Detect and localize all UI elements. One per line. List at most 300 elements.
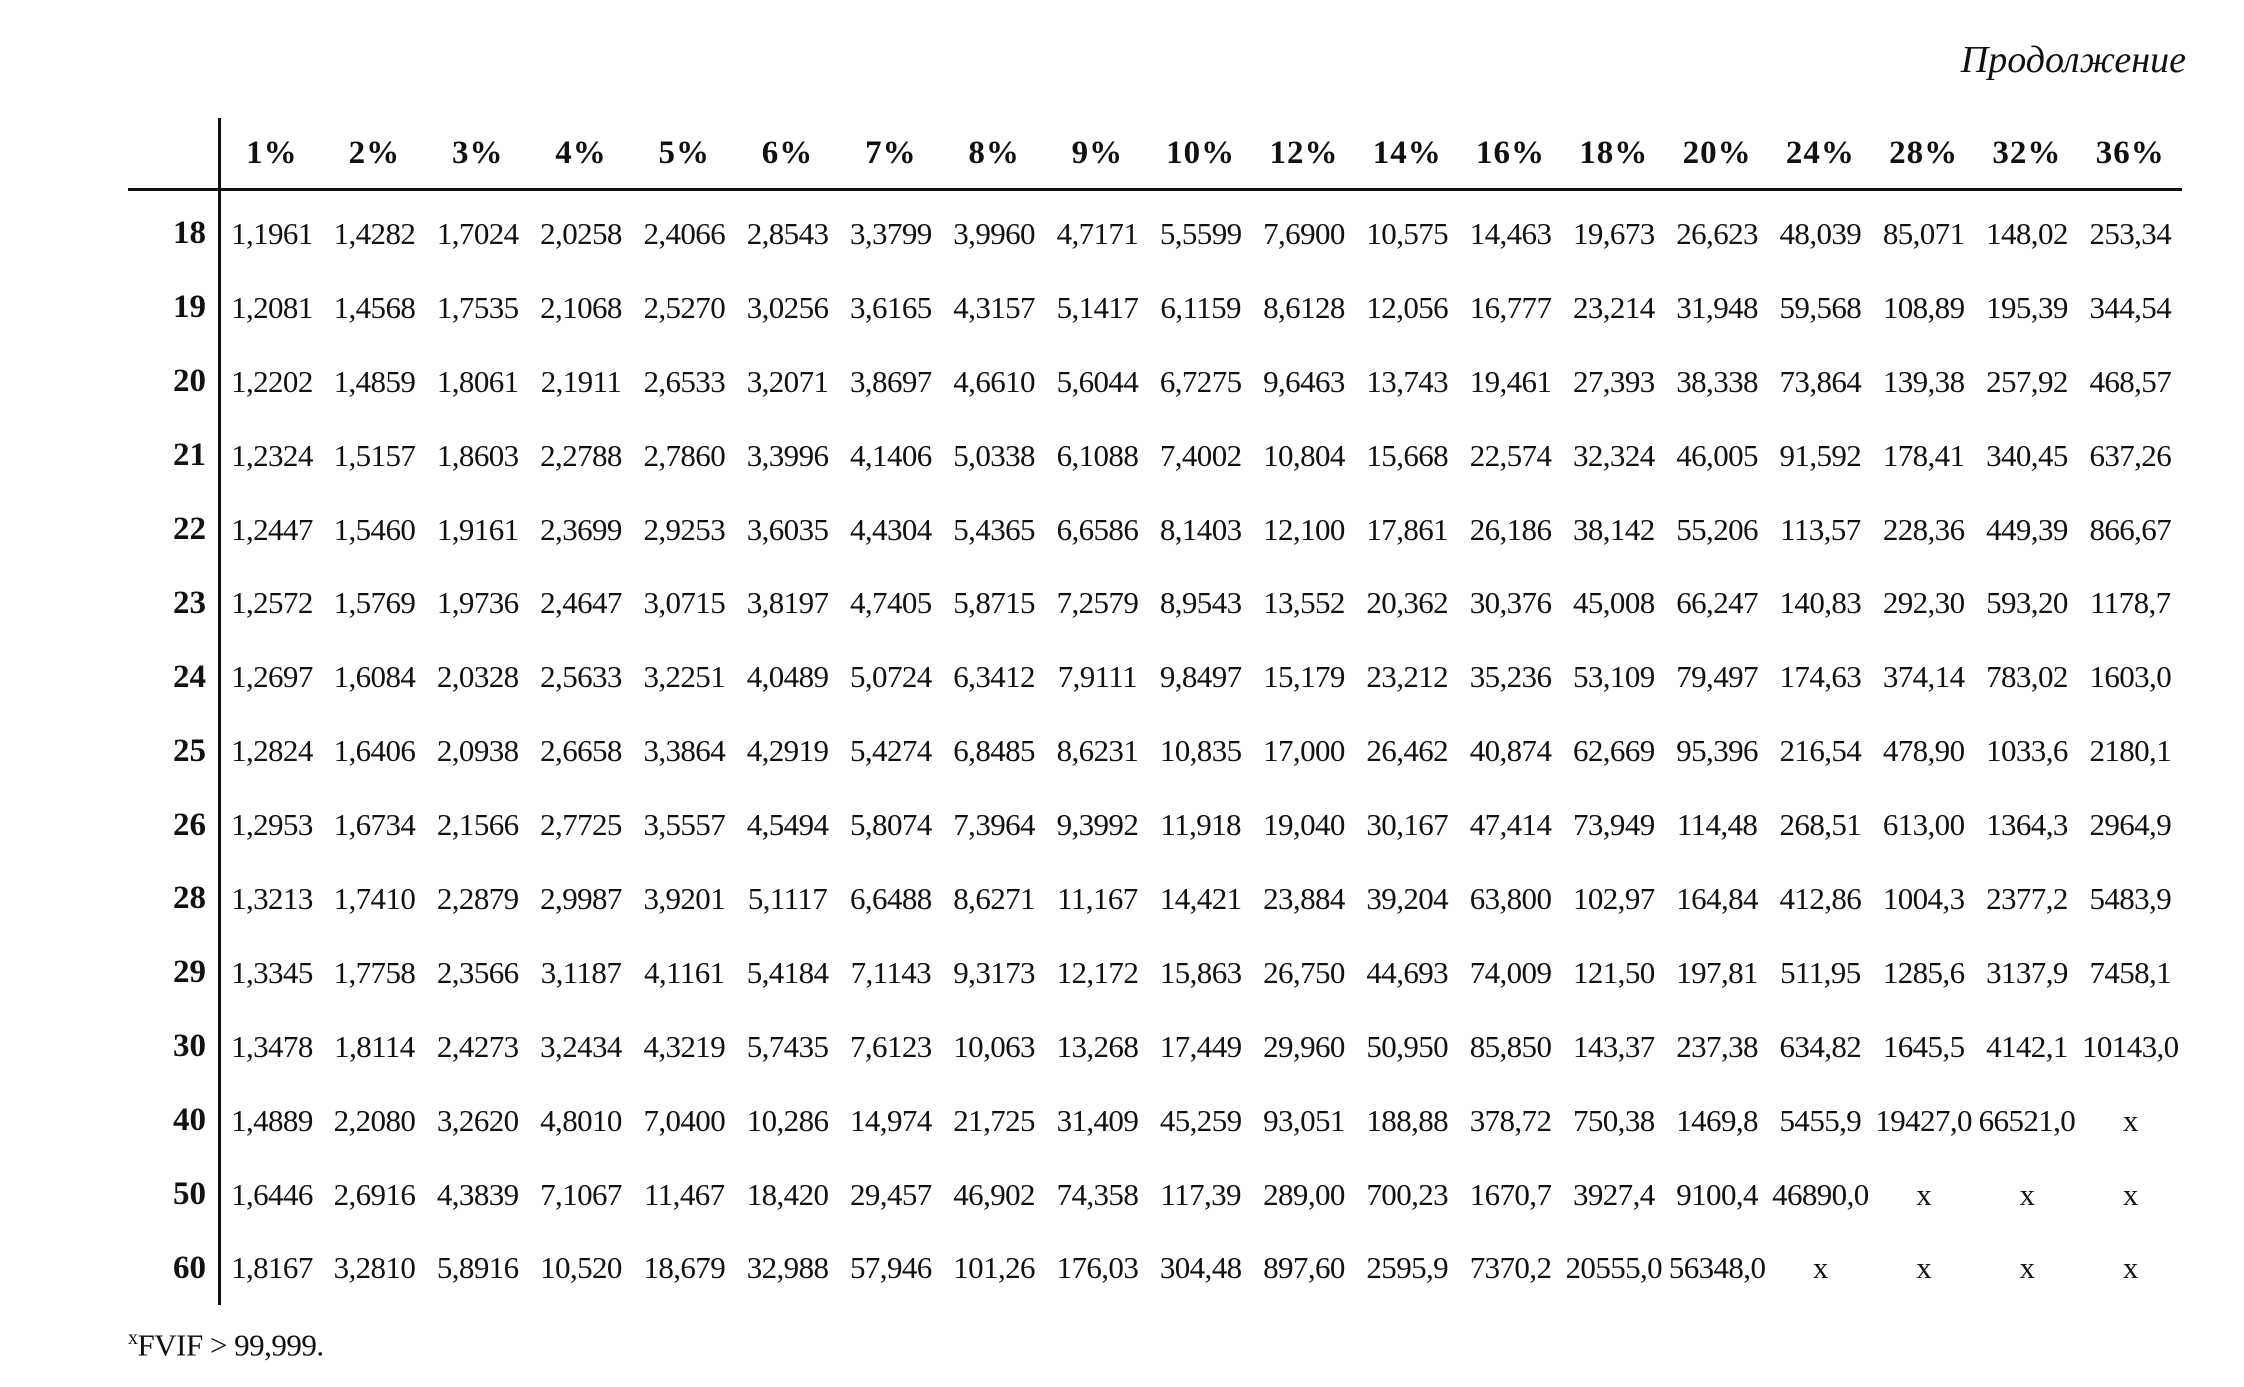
value-cell: 866,67 (2089, 511, 2172, 547)
value-cell: 6,1159 (1160, 289, 1241, 325)
footnote (128, 1327, 324, 1363)
rate-column-header: 16% (1459, 118, 1562, 190)
value-cell: 637,26 (2089, 437, 2172, 473)
value-cell: 3,2434 (540, 1028, 622, 1064)
value-cell: 114,48 (1676, 807, 1758, 843)
value-cell: 1,5157 (333, 437, 416, 473)
value-cell: 3,6165 (850, 289, 932, 325)
value-cell: 2,6658 (540, 733, 622, 769)
value-cell: 26,623 (1676, 215, 1758, 251)
table-row (128, 1084, 2182, 1158)
value-cell: 63,800 (1469, 880, 1552, 916)
value-cell: 79,497 (1676, 659, 1758, 695)
value-cell: 1,3213 (231, 880, 313, 916)
value-cell: 29,960 (1263, 1028, 1345, 1064)
value-cell: 9,3992 (1056, 807, 1139, 843)
rate-column-header: 12% (1252, 118, 1355, 190)
value-cell: 4,1161 (644, 954, 725, 990)
value-cell: 1,4282 (333, 215, 416, 251)
value-cell: 6,8485 (953, 733, 1035, 769)
value-cell: 7,1143 (850, 954, 932, 990)
value-cell: 3,5557 (643, 807, 726, 843)
table-row (128, 1158, 2182, 1232)
value-cell: 253,34 (2089, 215, 2172, 251)
value-cell: 10,063 (953, 1028, 1035, 1064)
value-cell: 1,8114 (334, 1028, 415, 1064)
table-row (128, 862, 2182, 936)
value-cell: 344,54 (2089, 289, 2172, 325)
value-cell: 1285,6 (1882, 954, 1965, 990)
value-cell: 32,988 (746, 1250, 829, 1286)
value-cell: 6,3412 (953, 659, 1035, 695)
value-cell: 1,5460 (333, 511, 416, 547)
value-cell: 4,3219 (643, 1028, 726, 1064)
value-cell: 121,50 (1572, 954, 1655, 990)
rate-column-header: 2% (323, 118, 426, 190)
value-cell: 1,2953 (231, 807, 313, 843)
value-cell: 73,949 (1572, 807, 1655, 843)
value-cell: 17,000 (1263, 733, 1345, 769)
value-cell: 188,88 (1366, 1102, 1449, 1138)
value-cell: 1,6446 (231, 1176, 313, 1212)
value-cell: 2,2879 (436, 880, 519, 916)
value-cell: 26,186 (1469, 511, 1552, 547)
value-cell: 5,1117 (747, 880, 828, 916)
continuation-label: Продолжение (1960, 39, 2186, 81)
value-cell: 268,51 (1779, 807, 1862, 843)
value-cell: 74,358 (1056, 1176, 1139, 1212)
value-cell: 139,38 (1882, 363, 1965, 399)
value-cell: 1,2824 (231, 733, 313, 769)
value-cell: 3,0715 (643, 585, 726, 621)
value-cell: 237,38 (1676, 1028, 1758, 1064)
value-cell: 18,420 (746, 1176, 829, 1212)
value-cell: 511,95 (1780, 954, 1861, 990)
value-cell: 59,568 (1779, 289, 1862, 325)
value-cell: 3,2251 (643, 659, 726, 695)
value-cell: 8,1403 (1159, 511, 1242, 547)
value-cell: 2,2080 (333, 1102, 416, 1138)
period-cell: 19 (128, 271, 220, 345)
value-cell: 85,071 (1882, 215, 1965, 251)
rate-column-header: 3% (426, 118, 529, 190)
value-cell: 7,0400 (643, 1102, 726, 1138)
value-cell: 897,60 (1263, 1250, 1345, 1286)
value-cell: 10,520 (540, 1250, 622, 1286)
value-cell: 1,2324 (231, 437, 313, 473)
value-cell: 6,1088 (1056, 437, 1139, 473)
value-cell: 4,6610 (953, 363, 1035, 399)
value-cell: 1,6406 (333, 733, 416, 769)
value-cell: x (2019, 1250, 2035, 1286)
value-cell: 3927,4 (1572, 1176, 1655, 1212)
value-cell: 1364,3 (1986, 807, 2068, 843)
value-cell: 2,9253 (643, 511, 726, 547)
value-cell: 20555,0 (1565, 1250, 1663, 1286)
value-cell: 1670,7 (1469, 1176, 1552, 1212)
value-cell: 19,040 (1263, 807, 1345, 843)
value-cell: x (1916, 1250, 1932, 1286)
value-cell: 55,206 (1676, 511, 1758, 547)
footnote-text: FVIF > 99,999. (137, 1327, 324, 1363)
value-cell: 2,4273 (436, 1028, 519, 1064)
value-cell: 1,4859 (333, 363, 416, 399)
value-cell: 2,1566 (436, 807, 519, 843)
table-row (128, 714, 2182, 788)
value-cell: 10,286 (746, 1102, 829, 1138)
rate-column-header: 14% (1356, 118, 1459, 190)
value-cell: 2377,2 (1986, 880, 2068, 916)
value-cell: 6,6586 (1056, 511, 1139, 547)
value-cell: 783,02 (1986, 659, 2068, 695)
value-cell: 378,72 (1469, 1102, 1552, 1138)
value-cell: 95,396 (1676, 733, 1758, 769)
period-cell: 20 (128, 345, 220, 419)
value-cell: 11,467 (644, 1176, 725, 1212)
value-cell: 1,2572 (231, 585, 313, 621)
value-cell: 7,3964 (953, 807, 1035, 843)
value-cell: 143,37 (1572, 1028, 1655, 1064)
value-cell: 178,41 (1882, 437, 1965, 473)
value-cell: 46890,0 (1772, 1176, 1869, 1212)
value-cell: 2,5633 (540, 659, 622, 695)
value-cell: 2,0938 (436, 733, 519, 769)
rate-column-header: 10% (1149, 118, 1252, 190)
value-cell: 45,008 (1572, 585, 1655, 621)
value-cell: 5,8916 (436, 1250, 519, 1286)
table-row (128, 788, 2182, 862)
value-cell: 140,83 (1779, 585, 1862, 621)
value-cell: x (1916, 1176, 1932, 1212)
value-cell: 449,39 (1986, 511, 2068, 547)
value-cell: 46,902 (953, 1176, 1035, 1212)
value-cell: x (2019, 1176, 2035, 1212)
period-cell: 21 (128, 419, 220, 493)
value-cell: 8,6271 (953, 880, 1035, 916)
value-cell: 164,84 (1676, 880, 1758, 916)
value-cell: 29,457 (850, 1176, 932, 1212)
value-cell: 14,974 (850, 1102, 932, 1138)
rate-column-header: 4% (529, 118, 632, 190)
rate-column-header: 36% (2079, 118, 2182, 190)
rate-column-header: 1% (220, 118, 323, 190)
value-cell: 7,1067 (540, 1176, 622, 1212)
value-cell: 412,86 (1779, 880, 1862, 916)
value-cell: 11,918 (1160, 807, 1241, 843)
value-cell: 2,7725 (540, 807, 622, 843)
value-cell: 74,009 (1469, 954, 1552, 990)
value-cell: 21,725 (953, 1102, 1035, 1138)
value-cell: 1,7410 (333, 880, 416, 916)
value-cell: 3,2620 (436, 1102, 519, 1138)
value-cell: 117,39 (1160, 1176, 1241, 1212)
value-cell: 13,268 (1056, 1028, 1139, 1064)
value-cell: 31,409 (1056, 1102, 1139, 1138)
value-cell: 4,3839 (436, 1176, 519, 1212)
rate-column-header: 24% (1769, 118, 1872, 190)
value-cell: 2180,1 (2089, 733, 2172, 769)
value-cell: 4,2919 (746, 733, 829, 769)
value-cell: 62,669 (1572, 733, 1655, 769)
value-cell: 22,574 (1469, 437, 1552, 473)
table-body (128, 190, 2182, 1306)
value-cell: 5,8715 (953, 585, 1035, 621)
value-cell: 6,6488 (850, 880, 932, 916)
value-cell: 3,9201 (643, 880, 726, 916)
value-cell: 30,167 (1366, 807, 1449, 843)
value-cell: 5,8074 (850, 807, 932, 843)
value-cell: 12,100 (1263, 511, 1345, 547)
value-cell: 17,861 (1366, 511, 1449, 547)
table-row (128, 566, 2182, 640)
value-cell: 4,7171 (1056, 215, 1139, 251)
value-cell: 174,63 (1779, 659, 1862, 695)
value-cell: 468,57 (2089, 363, 2172, 399)
value-cell: 7,4002 (1159, 437, 1242, 473)
value-cell: 23,884 (1263, 880, 1345, 916)
rate-column-header: 5% (633, 118, 736, 190)
value-cell: 101,26 (953, 1250, 1035, 1286)
value-cell: 85,850 (1469, 1028, 1552, 1064)
value-cell: 50,950 (1366, 1028, 1449, 1064)
value-cell: 1,4568 (333, 289, 416, 325)
value-cell: 113,57 (1780, 511, 1861, 547)
rate-column-header: 8% (942, 118, 1045, 190)
value-cell: 15,179 (1263, 659, 1345, 695)
value-cell: 2,7860 (643, 437, 726, 473)
value-cell: 19,673 (1572, 215, 1655, 251)
period-cell: 22 (128, 493, 220, 567)
value-cell: 10,575 (1366, 215, 1449, 251)
value-cell: 216,54 (1779, 733, 1862, 769)
value-cell: 3,3864 (643, 733, 726, 769)
value-cell: 32,324 (1572, 437, 1655, 473)
value-cell: 7458,1 (2089, 954, 2172, 990)
value-cell: 53,109 (1572, 659, 1655, 695)
value-cell: 1,7024 (436, 215, 519, 251)
value-cell: 2964,9 (2089, 807, 2172, 843)
value-cell: 46,005 (1676, 437, 1758, 473)
value-cell: 10,804 (1263, 437, 1345, 473)
value-cell: 2,2788 (540, 437, 622, 473)
value-cell: 39,204 (1366, 880, 1449, 916)
value-cell: 6,7275 (1159, 363, 1242, 399)
table-row (128, 190, 2182, 271)
value-cell: 1033,6 (1986, 733, 2068, 769)
value-cell: 176,03 (1056, 1250, 1139, 1286)
period-cell: 28 (128, 862, 220, 936)
value-cell: 1,3345 (231, 954, 313, 990)
value-cell: 26,462 (1366, 733, 1449, 769)
value-cell: 1,4889 (231, 1102, 313, 1138)
value-cell: 8,6231 (1056, 733, 1139, 769)
value-cell: 23,214 (1572, 289, 1655, 325)
value-cell: 4,0489 (746, 659, 829, 695)
value-cell: 44,693 (1366, 954, 1449, 990)
rate-column-header: 9% (1046, 118, 1149, 190)
value-cell: 13,743 (1366, 363, 1449, 399)
rate-column-header: 18% (1562, 118, 1665, 190)
rate-column-header: 20% (1665, 118, 1768, 190)
value-cell: 66,247 (1676, 585, 1758, 621)
value-cell: 2,6533 (643, 363, 726, 399)
table-row (128, 419, 2182, 493)
value-cell: 3,3996 (746, 437, 829, 473)
value-cell: 23,212 (1366, 659, 1449, 695)
value-cell: 9,3173 (953, 954, 1035, 990)
value-cell: 228,36 (1882, 511, 1965, 547)
table-row (128, 936, 2182, 1010)
value-cell: 1,6084 (333, 659, 416, 695)
value-cell: 1,2697 (231, 659, 313, 695)
fvif-table (128, 118, 2182, 1305)
table-row (128, 493, 2182, 567)
value-cell: 1,9736 (436, 585, 519, 621)
table-row (128, 345, 2182, 419)
value-cell: 5,0338 (953, 437, 1035, 473)
period-cell: 25 (128, 714, 220, 788)
value-cell: 634,82 (1779, 1028, 1862, 1064)
value-cell: 2,1068 (540, 289, 622, 325)
value-cell: 2,5270 (643, 289, 726, 325)
period-cell: 26 (128, 788, 220, 862)
value-cell: 56348,0 (1668, 1250, 1766, 1286)
value-cell: 73,864 (1779, 363, 1862, 399)
value-cell: 9,6463 (1263, 363, 1345, 399)
value-cell: 16,777 (1469, 289, 1552, 325)
value-cell: 40,874 (1469, 733, 1552, 769)
table-row (128, 640, 2182, 714)
value-cell: 292,30 (1882, 585, 1965, 621)
period-cell: 24 (128, 640, 220, 714)
value-cell: 2,4066 (643, 215, 726, 251)
value-cell: 148,02 (1986, 215, 2068, 251)
value-cell: 47,414 (1469, 807, 1552, 843)
value-cell: 14,421 (1159, 880, 1242, 916)
value-cell: 1469,8 (1676, 1102, 1758, 1138)
value-cell: 10143,0 (2082, 1028, 2179, 1064)
value-cell: 8,9543 (1159, 585, 1242, 621)
rate-column-header: 28% (1872, 118, 1975, 190)
value-cell: 14,463 (1469, 215, 1552, 251)
value-cell: 5,4365 (953, 511, 1035, 547)
value-cell: 3,6035 (746, 511, 829, 547)
period-cell: 60 (128, 1231, 220, 1305)
value-cell: 15,668 (1366, 437, 1449, 473)
value-cell: 2,9987 (540, 880, 622, 916)
value-cell: 1,9161 (436, 511, 519, 547)
value-cell: 9100,4 (1676, 1176, 1758, 1212)
value-cell: 478,90 (1882, 733, 1965, 769)
value-cell: 19,461 (1469, 363, 1552, 399)
value-cell: 1,6734 (333, 807, 416, 843)
value-cell: 93,051 (1263, 1102, 1345, 1138)
value-cell: 1,2081 (231, 289, 313, 325)
value-cell: 35,236 (1469, 659, 1552, 695)
value-cell: 66521,0 (1978, 1102, 2076, 1138)
value-cell: 3137,9 (1986, 954, 2068, 990)
footnote-marker: x (128, 1327, 138, 1349)
value-cell: 1603,0 (2089, 659, 2172, 695)
value-cell: 4,4304 (850, 511, 932, 547)
value-cell: 13,552 (1263, 585, 1345, 621)
value-cell: 1,8167 (231, 1250, 313, 1286)
period-cell: 23 (128, 566, 220, 640)
value-cell: 304,48 (1159, 1250, 1242, 1286)
value-cell: 3,0256 (746, 289, 829, 325)
value-cell: 5,1417 (1056, 289, 1139, 325)
value-cell: 340,45 (1986, 437, 2068, 473)
value-cell: 4142,1 (1986, 1028, 2068, 1064)
period-cell: 18 (128, 190, 220, 271)
value-cell: 750,38 (1572, 1102, 1655, 1138)
value-cell: 593,20 (1986, 585, 2068, 621)
value-cell: 2,0258 (540, 215, 622, 251)
value-cell: 1,2447 (231, 511, 313, 547)
value-cell: x (2122, 1176, 2138, 1212)
value-cell: 257,92 (1986, 363, 2068, 399)
value-cell: 8,6128 (1263, 289, 1345, 325)
value-cell: 4,8010 (540, 1102, 622, 1138)
value-cell: 30,376 (1469, 585, 1552, 621)
value-cell: 613,00 (1882, 807, 1965, 843)
value-cell: 5,0724 (850, 659, 932, 695)
value-cell: 197,81 (1676, 954, 1758, 990)
value-cell: 91,592 (1779, 437, 1862, 473)
table-row (128, 1010, 2182, 1084)
value-cell: 1004,3 (1882, 880, 1965, 916)
value-cell: 289,00 (1263, 1176, 1345, 1212)
value-cell: 1,2202 (231, 363, 313, 399)
period-cell: 30 (128, 1010, 220, 1084)
value-cell: 5,5599 (1159, 215, 1242, 251)
value-cell: 4,7405 (850, 585, 932, 621)
value-cell: 27,393 (1572, 363, 1655, 399)
value-cell: 4,3157 (953, 289, 1035, 325)
value-cell: 5483,9 (2089, 880, 2172, 916)
header-row (128, 118, 2182, 190)
value-cell: 17,449 (1159, 1028, 1242, 1064)
value-cell: 7,9111 (1057, 659, 1138, 695)
value-cell: 3,8697 (850, 363, 932, 399)
value-cell: 20,362 (1366, 585, 1449, 621)
value-cell: 1645,5 (1882, 1028, 1965, 1064)
period-cell: 40 (128, 1084, 220, 1158)
value-cell: 38,338 (1676, 363, 1758, 399)
value-cell: 10,835 (1159, 733, 1242, 769)
value-cell: 4,1406 (850, 437, 932, 473)
value-cell: 700,23 (1366, 1176, 1449, 1212)
value-cell: 2,1911 (540, 363, 622, 399)
value-cell: 2,4647 (540, 585, 622, 621)
value-cell: 5,4184 (746, 954, 829, 990)
value-cell: 7,2579 (1056, 585, 1139, 621)
value-cell: 2,8543 (746, 215, 829, 251)
rate-column-header: 7% (839, 118, 942, 190)
value-cell: 1,8061 (436, 363, 519, 399)
value-cell: 3,2071 (746, 363, 829, 399)
value-cell: 18,679 (643, 1250, 726, 1286)
table-row (128, 1231, 2182, 1305)
value-cell: 1,3478 (231, 1028, 313, 1064)
value-cell: 48,039 (1779, 215, 1862, 251)
value-cell: 26,750 (1263, 954, 1345, 990)
value-cell: 5455,9 (1779, 1102, 1862, 1138)
value-cell: 7,6900 (1263, 215, 1345, 251)
value-cell: 5,7435 (746, 1028, 829, 1064)
rate-column-header: 6% (736, 118, 839, 190)
value-cell: 38,142 (1572, 511, 1655, 547)
